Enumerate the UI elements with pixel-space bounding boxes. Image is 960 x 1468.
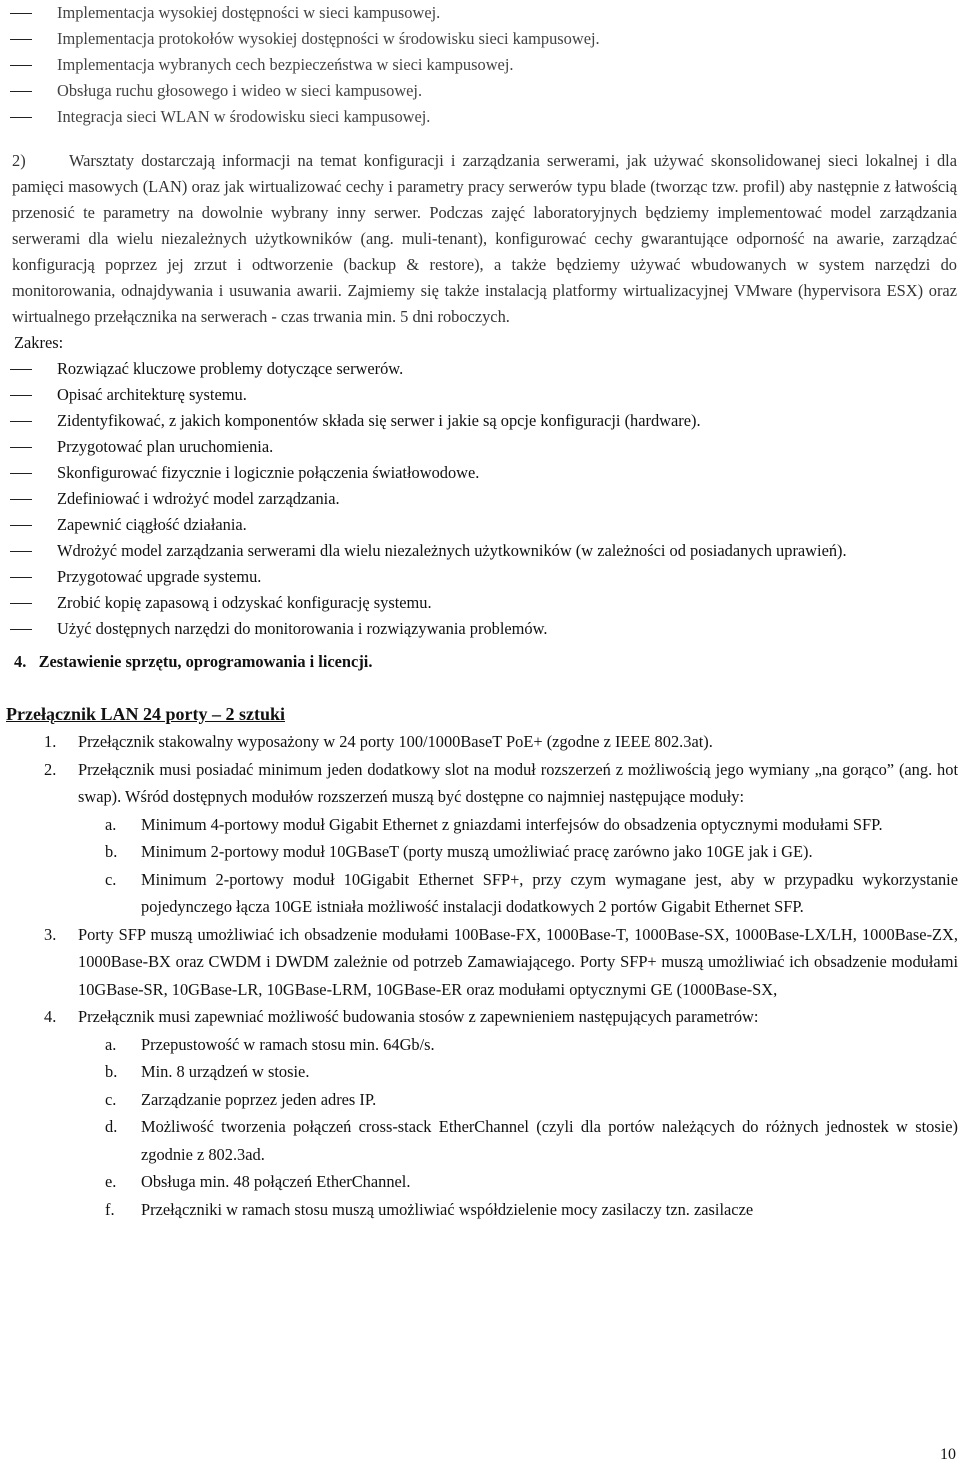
list-item: Implementacja protokołów wysokiej dostępności w środowisku sieci kampusowej. <box>0 26 600 52</box>
spec-sub-item-text: Możliwość tworzenia połączeń cross-stack EtherChannel (czyli dla portów należących do różnych jednostek w stosie) zgodnie z 802.3ad. <box>141 1117 958 1164</box>
list-item: Wdrożyć model zarządzania serwerami dla wielu niezależnych użytkowników (w zależności od posiadanych uprawień). <box>0 538 960 564</box>
spec-sub-item-text: Zarządzanie poprzez jeden adres IP. <box>141 1089 377 1109</box>
spec-sub-item <box>78 1196 958 1224</box>
spec-sub-item-text: Minimum 2-portowy moduł 10GBaseT (porty muszą umożliwiać pracę zarówno jako 10GE jak i GE). <box>141 842 813 861</box>
spec-sub-item <box>78 866 958 921</box>
list-item: Implementacja wybranych cech bezpieczeństwa w sieci kampusowej. <box>0 52 600 78</box>
list-item: Opisać architekturę systemu. <box>0 382 960 408</box>
spec-item <box>0 1003 958 1223</box>
spec-sub-item <box>78 1058 958 1086</box>
spec-sub-item-marker: b. <box>105 842 118 861</box>
list-item: Zapewnić ciągłość działania. <box>0 512 960 538</box>
list-item: Użyć dostępnych narzędzi do monitorowania i rozwiązywania problemów. <box>0 616 960 642</box>
spec-sub-item-marker: b. <box>105 1062 118 1081</box>
spec-sub-item-text: Minimum 4-portowy moduł Gigabit Ethernet z gniazdami interfejsów do obsadzenia optycznymi modułami SFP. <box>141 814 883 834</box>
spec-item-text: Przełącznik stakowalny wyposażony w 24 porty 100/1000BaseT PoE+ (zgodne z IEEE 802.3at). <box>78 732 713 751</box>
spec-sub-item-marker: a. <box>105 814 117 834</box>
spec-sub-item <box>78 1168 958 1196</box>
paragraph-number: 2) <box>12 151 26 170</box>
list-item: Implementacja wysokiej dostępności w sieci kampusowej. <box>0 0 600 26</box>
spec-item-text: Porty SFP muszą umożliwiać ich obsadzenie modułami 100Base-FX, 1000Base-T, 1000Base-SX, 1000Base-LX/LH, 1000Base-ZX, 1000Base-BX oraz CWDM i DWDM zależnie od potrzeb Zamawiającego. Porty SFP+ muszą umożliwiać ich obsadzenie modułami 10GBase-SR, 10GBase-LR, 10GBase-LRM, 10GBase-ER oraz modułami optycznymi GE (1000Base-SX, <box>78 924 958 999</box>
spec-sub-item-marker: c. <box>105 869 117 889</box>
section-heading <box>14 652 372 672</box>
spec-sub-item <box>78 1113 958 1168</box>
workshop-description-paragraph <box>12 148 957 330</box>
spec-sub-item-text: Przełączniki w ramach stosu muszą umożliwiać współdzielenie mocy zasilaczy tzn. zasilacze <box>141 1199 754 1219</box>
spec-item-marker: 3. <box>44 924 57 944</box>
spec-sub-item <box>78 1031 958 1059</box>
section-title-text: Zestawienie sprzętu, oprogramowania i licencji. <box>38 652 373 671</box>
spec-sub-list <box>78 1031 958 1224</box>
spec-sub-item-marker: a. <box>105 1034 117 1054</box>
spec-item-text: Przełącznik musi zapewniać możliwość budowania stosów z zapewnieniem następujących parametrów: <box>78 1007 759 1026</box>
spec-item <box>0 728 958 756</box>
spec-sub-item-text: Min. 8 urządzeń w stosie. <box>141 1062 310 1081</box>
spec-item-text: Przełącznik musi posiadać minimum jeden dodatkowy slot na moduł rozszerzeń z możliwością jego wymiany „na gorąco” (ang. hot swap). Wśród dostępnych modułów rozszerzeń muszą być dostępne co najmniej następujące moduły: <box>78 759 958 806</box>
spec-sub-item-marker: f. <box>105 1199 115 1219</box>
spec-sub-item <box>78 811 958 839</box>
scope-bullet-list <box>0 356 960 642</box>
list-item: Rozwiązać kluczowe problemy dotyczące serwerów. <box>0 356 960 382</box>
spec-item-marker: 4. <box>44 1007 57 1026</box>
spec-sub-item-marker: c. <box>105 1089 117 1109</box>
list-item: Zrobić kopię zapasową i odzyskać konfigurację systemu. <box>0 590 960 616</box>
spec-sub-item-marker: e. <box>105 1172 117 1191</box>
page-number: 10 <box>940 1446 956 1463</box>
top-bullet-list <box>0 0 600 130</box>
list-item: Zdefiniować i wdrożyć model zarządzania. <box>0 486 960 512</box>
list-item: Skonfigurować fizycznie i logicznie połączenia światłowodowe. <box>0 460 960 486</box>
spec-sub-item-text: Przepustowość w ramach stosu min. 64Gb/s. <box>141 1034 435 1054</box>
spec-sub-item-text: Obsługa min. 48 połączeń EtherChannel. <box>141 1172 411 1191</box>
scope-label: Zakres: <box>14 333 64 352</box>
list-item: Przygotować upgrade systemu. <box>0 564 960 590</box>
spec-sub-item <box>78 1086 958 1114</box>
spec-item <box>0 921 958 1004</box>
list-item: Przygotować plan uruchomienia. <box>0 434 960 460</box>
spec-item-marker: 2. <box>44 759 57 779</box>
paragraph-text: Warsztaty dostarczają informacji na temat konfiguracji i zarządzania serwerami, jak używać skonsolidowanej sieci lokalnej i dla pamięci masowych (LAN) oraz jak wirtualizować cechy i parametry pracy serwerów typu blade (tworząc tzw. profil) aby następnie z łatwością przenosić te parametry na dowolnie wybrany inny serwer. Podczas zajęć laboratoryjnych będziemy implementować model zarządzania serwerami dla wielu niezależnych użytkowników (ang. muli-tenant), konfigurować cechy gwarantujące odporność na awarie, zarządzać konfiguracją poprzez jej zrzut i odtworzenie (backup & restore), a także będziemy używać wbudowanych w system narzędzi do monitorowania, odnajdywania i usuwania awarii. Zajmiemy się także instalacją platformy wirtualizacyjnej VMware (hypervisora ESX) oraz wirtualnego przełącznika na serwerach - czas trwania min. 5 dni roboczych. <box>12 151 957 326</box>
list-item: Zidentyfikować, z jakich komponentów składa się serwer i jakie są opcje konfiguracji (hardware). <box>0 408 960 434</box>
spec-item-marker: 1. <box>44 732 57 751</box>
switch-spec-list <box>0 728 958 1223</box>
spec-sub-item-text: Minimum 2-portowy moduł 10Gigabit Ethernet SFP+, przy czym wymagane jest, aby w przypadku wykorzystanie pojedynczego łącza 10GE istniała możliwość instalacji dodatkowych 2 portów Gigabit Ethernet SFP. <box>141 869 958 916</box>
list-item: Obsługa ruchu głosowego i wideo w sieci kampusowej. <box>0 78 600 104</box>
spec-sub-item <box>78 838 958 866</box>
section-number: 4. <box>14 652 27 671</box>
spec-sub-item-marker: d. <box>105 1117 118 1136</box>
spec-sub-list <box>78 811 958 921</box>
list-item: Integracja sieci WLAN w środowisku sieci kampusowej. <box>0 104 600 130</box>
spec-item <box>0 756 958 921</box>
switch-section-title: Przełącznik LAN 24 porty – 2 sztuki <box>6 704 285 724</box>
